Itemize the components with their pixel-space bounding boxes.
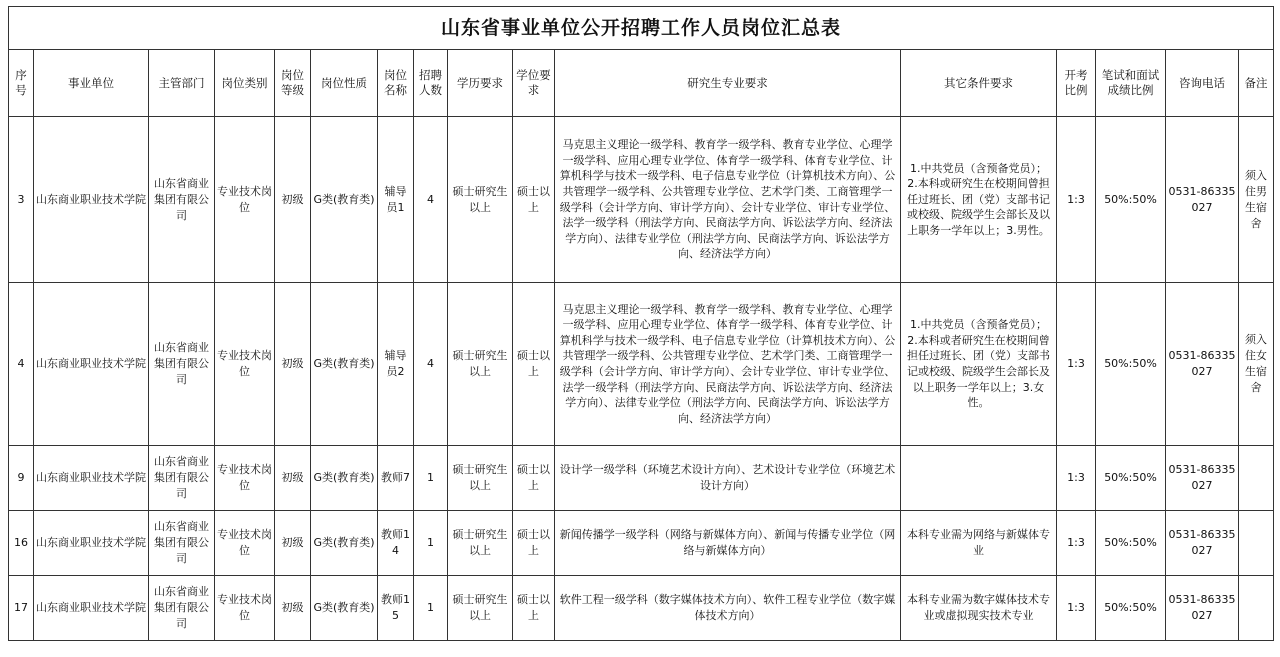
header-note: 备注 — [1239, 50, 1274, 117]
cell-unit: 山东商业职业技术学院 — [34, 283, 149, 446]
recruitment-table — [8, 6, 1274, 641]
cell-nature: G类(教育类) — [311, 576, 378, 641]
cell-major: 马克思主义理论一级学科、教育学一级学科、教育专业学位、心理学一级学科、应用心理专业学位、体育学一级学科、体育专业学位、计算机科学与技术一级学科、电子信息专业学位（计算机技术方向）、公共管理学一级学科、公共管理专业学位、艺术学门类、工商管理学一级学科（会计学方向、审计学方向）、会计专业学位、审计专业学位、法学一级学科（刑法学方向、民商法学方向、诉讼法学方向、经济法学方向）、法律专业学位（刑法学方向、民商法学方向、诉讼法学方向、经济法学方向） — [555, 117, 901, 283]
cell-education: 硕士研究生以上 — [448, 117, 513, 283]
cell-dept: 山东省商业集团有限公司 — [149, 511, 215, 576]
cell-score-ratio: 50%:50% — [1096, 511, 1166, 576]
cell-phone: 0531-86335027 — [1166, 511, 1239, 576]
cell-category: 专业技术岗位 — [215, 446, 275, 511]
cell-count: 1 — [414, 511, 448, 576]
cell-ratio: 1:3 — [1057, 511, 1096, 576]
cell-dept: 山东省商业集团有限公司 — [149, 117, 215, 283]
header-major: 研究生专业要求 — [555, 50, 901, 117]
cell-unit: 山东商业职业技术学院 — [34, 117, 149, 283]
cell-major: 新闻传播学一级学科（网络与新媒体方向）、新闻与传播专业学位（网络与新媒体方向） — [555, 511, 901, 576]
cell-category: 专业技术岗位 — [215, 117, 275, 283]
cell-level: 初级 — [275, 446, 311, 511]
cell-post: 教师7 — [378, 446, 414, 511]
cell-other: 1.中共党员（含预备党员）；2.本科或者研究生在校期间曾担任过班长、团（党）支部书记或校级、院级学生会部长及以上职务一学年以上；3.女性。 — [901, 283, 1057, 446]
cell-nature: G类(教育类) — [311, 511, 378, 576]
cell-degree: 硕士以上 — [513, 283, 555, 446]
cell-dept: 山东省商业集团有限公司 — [149, 283, 215, 446]
cell-major: 软件工程一级学科（数字媒体技术方向）、软件工程专业学位（数字媒体技术方向） — [555, 576, 901, 641]
cell-level: 初级 — [275, 283, 311, 446]
header-count: 招聘人数 — [414, 50, 448, 117]
table-row — [9, 576, 1274, 641]
cell-category: 专业技术岗位 — [215, 576, 275, 641]
cell-education: 硕士研究生以上 — [448, 446, 513, 511]
cell-degree: 硕士以上 — [513, 446, 555, 511]
cell-post: 辅导员1 — [378, 117, 414, 283]
cell-ratio: 1:3 — [1057, 117, 1096, 283]
header-phone: 咨询电话 — [1166, 50, 1239, 117]
recruitment-summary-sheet — [8, 6, 1273, 641]
header-dept: 主管部门 — [149, 50, 215, 117]
cell-score-ratio: 50%:50% — [1096, 576, 1166, 641]
cell-major: 马克思主义理论一级学科、教育学一级学科、教育专业学位、心理学一级学科、应用心理专业学位、体育学一级学科、体育专业学位、计算机科学与技术一级学科、电子信息专业学位（计算机技术方向）、公共管理学一级学科、公共管理专业学位、艺术学门类、工商管理学一级学科（会计学方向、审计学方向）、会计专业学位、审计专业学位、法学一级学科（刑法学方向、民商法学方向、诉讼法学方向、经济法学方向）、法律专业学位（刑法学方向、民商法学方向、诉讼法学方向、经济法学方向） — [555, 283, 901, 446]
cell-phone: 0531-86335027 — [1166, 576, 1239, 641]
header-post: 岗位名称 — [378, 50, 414, 117]
header-row — [9, 50, 1274, 117]
cell-degree: 硕士以上 — [513, 117, 555, 283]
table-row — [9, 511, 1274, 576]
header-other: 其它条件要求 — [901, 50, 1057, 117]
cell-phone: 0531-86335027 — [1166, 283, 1239, 446]
header-category: 岗位类别 — [215, 50, 275, 117]
table-row — [9, 283, 1274, 446]
cell-education: 硕士研究生以上 — [448, 511, 513, 576]
header-degree: 学位要求 — [513, 50, 555, 117]
table-title: 山东省事业单位公开招聘工作人员岗位汇总表 — [9, 7, 1274, 50]
cell-degree: 硕士以上 — [513, 511, 555, 576]
cell-count: 4 — [414, 117, 448, 283]
header-nature: 岗位性质 — [311, 50, 378, 117]
cell-score-ratio: 50%:50% — [1096, 446, 1166, 511]
cell-note — [1239, 576, 1274, 641]
cell-other: 本科专业需为数字媒体技术专业或虚拟现实技术专业 — [901, 576, 1057, 641]
cell-post: 教师14 — [378, 511, 414, 576]
title-row — [9, 7, 1274, 50]
cell-note — [1239, 511, 1274, 576]
cell-ratio: 1:3 — [1057, 283, 1096, 446]
cell-count: 4 — [414, 283, 448, 446]
table-row — [9, 117, 1274, 283]
cell-note: 须入住女生宿舍 — [1239, 283, 1274, 446]
header-level: 岗位等级 — [275, 50, 311, 117]
cell-education: 硕士研究生以上 — [448, 283, 513, 446]
cell-other: 本科专业需为网络与新媒体专业 — [901, 511, 1057, 576]
cell-degree: 硕士以上 — [513, 576, 555, 641]
cell-ratio: 1:3 — [1057, 576, 1096, 641]
cell-count: 1 — [414, 576, 448, 641]
cell-score-ratio: 50%:50% — [1096, 117, 1166, 283]
cell-note — [1239, 446, 1274, 511]
cell-note: 须入住男生宿舍 — [1239, 117, 1274, 283]
cell-no: 9 — [9, 446, 34, 511]
cell-ratio: 1:3 — [1057, 446, 1096, 511]
cell-post: 辅导员2 — [378, 283, 414, 446]
table-row — [9, 446, 1274, 511]
header-education: 学历要求 — [448, 50, 513, 117]
cell-nature: G类(教育类) — [311, 446, 378, 511]
cell-post: 教师15 — [378, 576, 414, 641]
header-score-ratio: 笔试和面试成绩比例 — [1096, 50, 1166, 117]
cell-education: 硕士研究生以上 — [448, 576, 513, 641]
header-ratio: 开考比例 — [1057, 50, 1096, 117]
cell-count: 1 — [414, 446, 448, 511]
cell-score-ratio: 50%:50% — [1096, 283, 1166, 446]
cell-no: 3 — [9, 117, 34, 283]
header-no: 序号 — [9, 50, 34, 117]
cell-no: 17 — [9, 576, 34, 641]
cell-nature: G类(教育类) — [311, 117, 378, 283]
cell-other — [901, 446, 1057, 511]
cell-unit: 山东商业职业技术学院 — [34, 511, 149, 576]
cell-other: 1.中共党员（含预备党员）；2.本科或研究生在校期间曾担任过班长、团（党）支部书记或校级、院级学生会部长及以上职务一学年以上；3.男性。 — [901, 117, 1057, 283]
cell-dept: 山东省商业集团有限公司 — [149, 576, 215, 641]
cell-unit: 山东商业职业技术学院 — [34, 446, 149, 511]
header-unit: 事业单位 — [34, 50, 149, 117]
cell-dept: 山东省商业集团有限公司 — [149, 446, 215, 511]
cell-category: 专业技术岗位 — [215, 283, 275, 446]
cell-major: 设计学一级学科（环境艺术设计方向）、艺术设计专业学位（环境艺术设计方向） — [555, 446, 901, 511]
cell-unit: 山东商业职业技术学院 — [34, 576, 149, 641]
cell-phone: 0531-86335027 — [1166, 446, 1239, 511]
cell-category: 专业技术岗位 — [215, 511, 275, 576]
cell-no: 16 — [9, 511, 34, 576]
cell-phone: 0531-86335027 — [1166, 117, 1239, 283]
cell-level: 初级 — [275, 576, 311, 641]
cell-nature: G类(教育类) — [311, 283, 378, 446]
cell-level: 初级 — [275, 117, 311, 283]
cell-no: 4 — [9, 283, 34, 446]
cell-level: 初级 — [275, 511, 311, 576]
